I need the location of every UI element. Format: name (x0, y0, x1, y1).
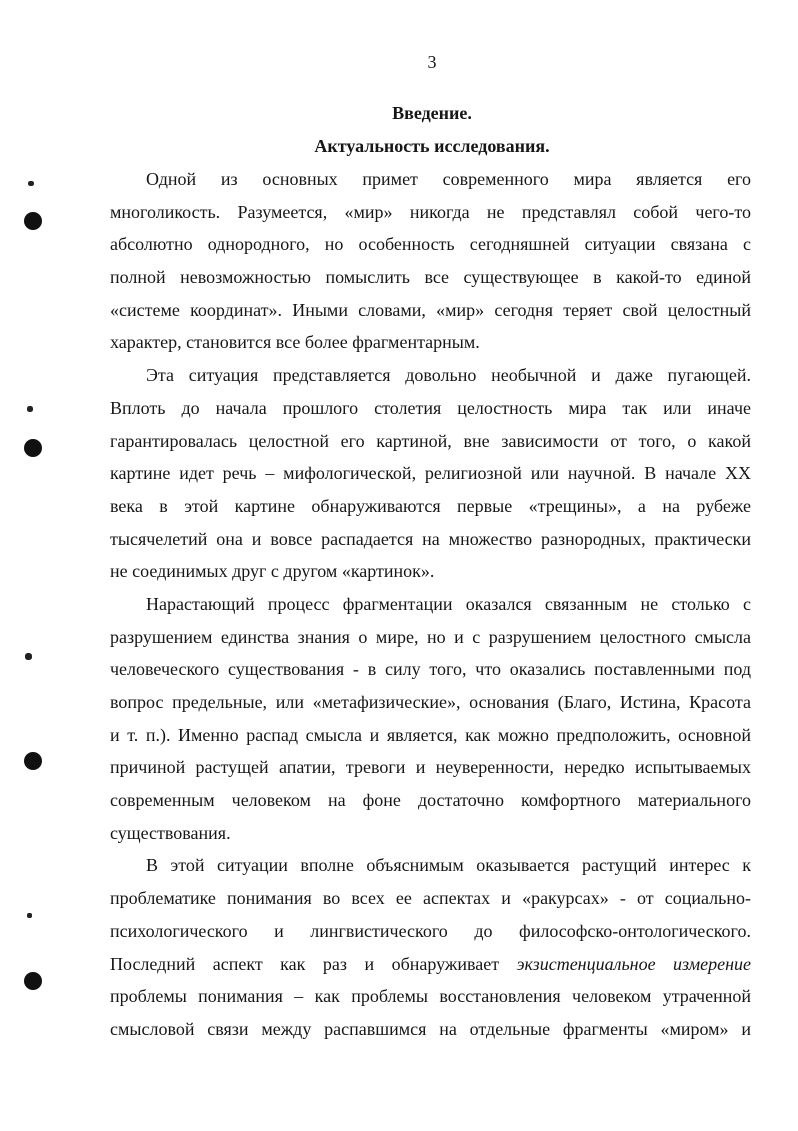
text-line: «системе координат». Иными словами, «мир» сегодня теряет свой целостный (110, 299, 751, 320)
text-line: полной невозможностью помыслить все существующее в какой-то единой (110, 267, 751, 288)
text-line: человеческого существования - в силу того, что оказались поставленными под (110, 659, 751, 680)
page-heading: Введение. (392, 103, 472, 123)
text-fragment: Последний аспект как раз и обнаруживает (110, 953, 500, 974)
text-line: современным человеком на фоне достаточно комфортного материального (110, 790, 751, 811)
text-line: и т. п.). Именно распад смысла и является, как можно предположить, основной (110, 724, 751, 745)
text-line-with-emphasis (110, 948, 751, 981)
binder-hole (24, 972, 42, 990)
text-line: смысловой связи между распавшимся на отдельные фрагменты «миром» и (110, 1018, 751, 1039)
paragraph (110, 359, 751, 588)
scan-speck (27, 913, 32, 918)
text-line: многоликость. Разумеется, «мир» никогда не представлял собой чего-то (110, 201, 751, 222)
text-line: Вплоть до начала прошлого столетия целостность мира так или иначе (110, 397, 751, 418)
paragraph (110, 849, 751, 1045)
section-subheading: Актуальность исследования. (314, 136, 550, 156)
text-line: характер, становится все более фрагментарным. (110, 332, 480, 353)
text-line: абсолютно однородного, но особенность сегодняшней ситуации связана с (110, 234, 751, 255)
paragraph (110, 163, 751, 359)
text-line: Нарастающий процесс фрагментации оказался связанным не столько с (146, 593, 751, 614)
text-line: проблематике понимания во всех ее аспектах и «ракурсах» - от социально- (110, 888, 751, 909)
text-line: проблемы понимания – как проблемы восстановления человеком утраченной (110, 986, 751, 1007)
text-line: существования. (110, 822, 231, 843)
text-line: тысячелетий она и вовсе распадается на множество разнородных, практически (110, 528, 751, 549)
text-line: вопрос предельные, или «метафизические», основания (Благо, Истина, Красота (110, 692, 751, 712)
text-line: Одной из основных примет современного мира является его (146, 169, 751, 189)
text-line: гарантировалась целостной его картиной, вне зависимости от того, о какой (110, 430, 751, 451)
binder-hole (24, 439, 42, 457)
text-line: не соединимых друг с другом «картинок». (110, 561, 435, 582)
text-line: В этой ситуации вполне объяснимым оказывается растущий интерес к (146, 855, 751, 876)
binder-hole (24, 212, 42, 230)
binder-hole (24, 752, 42, 770)
text-line: разрушением единства знания о мире, но и с разрушением целостного смысла (110, 626, 751, 647)
emphasis-text: экзистенциальное измерение (516, 953, 752, 974)
text-line: причиной растущей апатии, тревоги и неуверенности, нередко испытываемых (110, 757, 751, 778)
scan-speck (27, 406, 33, 412)
text-line: века в этой картине обнаруживаются первые «трещины», а на рубеже (110, 495, 751, 516)
scan-speck (25, 653, 32, 660)
paragraph (110, 588, 751, 850)
text-line: картине идет речь – мифологической, религиозной или научной. В начале XX (110, 463, 751, 484)
page-number: 3 (427, 52, 437, 72)
body-text (110, 163, 751, 1046)
text-line: Эта ситуация представляется довольно необычной и даже пугающей. (146, 365, 751, 386)
scan-speck (28, 181, 34, 186)
text-line: психологического и лингвистического до философско-онтологического. (110, 920, 751, 941)
